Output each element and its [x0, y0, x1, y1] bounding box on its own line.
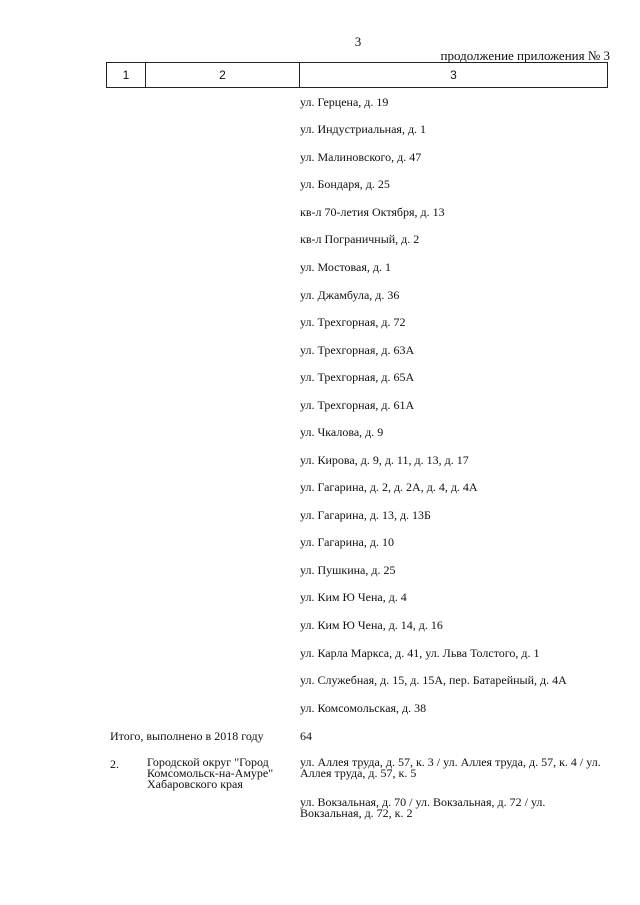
address-line: ул. Ким Ю Чена, д. 4	[300, 590, 407, 604]
address-line: ул. Герцена, д. 19	[300, 95, 389, 109]
row-number: 2.	[110, 757, 119, 771]
address-line: ул. Гагарина, д. 13, д. 13Б	[300, 508, 431, 522]
address-line: ул. Гагарина, д. 2, д. 2А, д. 4, д. 4А	[300, 480, 478, 494]
total-label: Итого, выполнено в 2018 году	[110, 729, 264, 743]
address-line: ул. Чкалова, д. 9	[300, 425, 384, 439]
address-line: ул. Мостовая, д. 1	[300, 260, 392, 274]
address-line: ул. Гагарина, д. 10	[300, 535, 394, 549]
address-line: ул. Джамбула, д. 36	[300, 288, 400, 302]
address-line: ул. Служебная, д. 15, д. 15А, пер. Батарейный, д. 4А	[300, 673, 567, 687]
address-line: ул. Трехгорная, д. 72	[300, 315, 406, 329]
address-line: ул. Трехгорная, д. 65А	[300, 370, 415, 384]
page-number: 3	[354, 34, 362, 49]
address-line: кв-л 70-летия Октября, д. 13	[300, 205, 445, 219]
address-line: ул. Ким Ю Чена, д. 14, д. 16	[300, 618, 443, 632]
address-line: ул. Вокзальная, д. 70 / ул. Вокзальная, д. 72 / ул. Вокзальная, д. 72, к. 2	[300, 795, 546, 820]
address-line: ул. Малиновского, д. 47	[300, 150, 422, 164]
address-line: ул. Пушкина, д. 25	[300, 563, 396, 577]
address-line: ул. Индустриальная, д. 1	[300, 122, 427, 136]
address-line: ул. Кирова, д. 9, д. 11, д. 13, д. 17	[300, 453, 469, 467]
address-line: ул. Аллея труда, д. 57, к. 3 / ул. Аллея труда, д. 57, к. 4 / ул. Аллея труда, д. 57, к. 5	[300, 755, 601, 780]
column-header-1: 1	[107, 63, 146, 88]
column-header-row	[107, 63, 608, 88]
address-line: ул. Трехгорная, д. 61А	[300, 398, 415, 412]
continuation-label: продолжение приложения № 3	[440, 48, 610, 63]
column-header-2: 2	[146, 63, 300, 88]
column-header-3: 3	[300, 63, 608, 88]
column-header-table	[106, 62, 608, 88]
address-line: кв-л Пограничный, д. 2	[300, 232, 420, 246]
total-value: 64	[300, 729, 312, 743]
address-line: ул. Бондаря, д. 25	[300, 177, 390, 191]
address-line: ул. Комсомольская, д. 38	[300, 701, 427, 715]
address-line: ул. Карла Маркса, д. 41, ул. Льва Толстого, д. 1	[300, 646, 540, 660]
address-line: ул. Трехгорная, д. 63А	[300, 343, 415, 357]
municipality-name: Городской округ "Город Комсомольск-на-Амуре" Хабаровского края	[147, 755, 274, 791]
